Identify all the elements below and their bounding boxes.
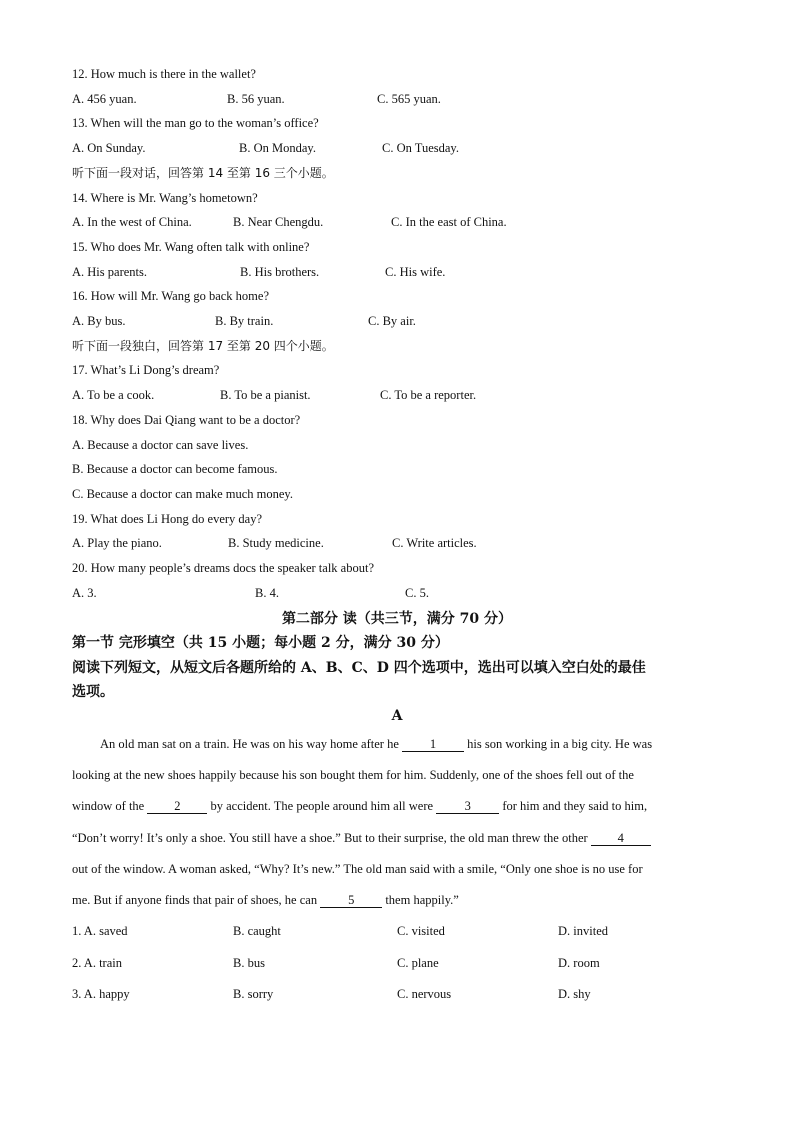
question-20: 20. How many people’s dreams docs the speaker talk about? — [72, 561, 374, 575]
part-two-heading: 第二部分 读（共三节，满分 70 分） — [281, 611, 513, 627]
option-c: C. In the east of China. — [391, 215, 507, 229]
option-b: B. Near Chengdu. — [233, 215, 324, 229]
passage-text: by accident. The people around him all were — [207, 799, 437, 813]
option-a: A. 3. — [72, 586, 97, 600]
option-a: 2. A. train — [72, 956, 122, 970]
question-16: 16. How will Mr. Wang go back home? — [72, 289, 269, 303]
question-19: 19. What does Li Hong do every day? — [72, 512, 262, 526]
passage-line-4 — [72, 830, 722, 846]
listening-instruction-2: 听下面一段独白，回答第 17 至第 20 四个小题。 — [72, 339, 334, 353]
option-c: C. His wife. — [385, 265, 446, 279]
directions-line-1: 阅读下列短文，从短文后各题所给的 A、B、C、D 四个选项中，选出可以填入空白处的最佳 — [72, 660, 646, 676]
passage-label: A — [391, 708, 403, 724]
passage-line-5: out of the window. A woman asked, “Why? It’s new.” The old man said with a smile, “Only one shoe is no use for — [72, 862, 643, 876]
question-15: 15. Who does Mr. Wang often talk with online? — [72, 240, 310, 254]
question-14: 14. Where is Mr. Wang’s hometown? — [72, 191, 258, 205]
passage-text: “Don’t worry! It’s only a shoe. You still have a shoe.” But to their surprise, the old man threw the other — [72, 831, 591, 845]
option-b: B. His brothers. — [240, 265, 320, 279]
option-a: A. His parents. — [72, 265, 147, 279]
passage-text: for him and they said to him, — [499, 799, 648, 813]
passage-line-1 — [72, 736, 722, 752]
passage-text: me. But if anyone finds that pair of shoes, he can — [72, 893, 321, 907]
option-b: B. By train. — [215, 314, 274, 328]
passage-text: An old man sat on a train. He was on his way home after he — [100, 737, 403, 751]
option-a: A. 456 yuan. — [72, 92, 137, 106]
option-d: D. shy — [558, 987, 591, 1001]
question-12: 12. How much is there in the wallet? — [72, 67, 256, 81]
option-b: B. To be a pianist. — [220, 388, 311, 402]
blank-3: 3 — [436, 799, 499, 814]
question-18: 18. Why does Dai Qiang want to be a doctor? — [72, 413, 301, 427]
question-18-option-c: C. Because a doctor can make much money. — [72, 487, 293, 501]
directions-line-2: 选项。 — [72, 684, 114, 700]
question-18-option-a: A. Because a doctor can save lives. — [72, 438, 249, 452]
option-b: B. 56 yuan. — [227, 92, 285, 106]
option-b: B. Study medicine. — [228, 536, 324, 550]
passage-text: them happily.” — [382, 893, 459, 907]
option-c: C. nervous — [397, 987, 452, 1001]
passage-text: his son working in a big city. He was — [464, 737, 653, 751]
option-a: A. To be a cook. — [72, 388, 155, 402]
option-d: D. invited — [558, 924, 608, 938]
question-13: 13. When will the man go to the woman’s office? — [72, 116, 319, 130]
option-c: C. 5. — [405, 586, 429, 600]
option-a: A. On Sunday. — [72, 141, 146, 155]
option-c: C. visited — [397, 924, 445, 938]
option-b: B. 4. — [255, 586, 279, 600]
option-c: C. plane — [397, 956, 439, 970]
passage-line-6 — [72, 892, 722, 908]
option-c: C. By air. — [368, 314, 416, 328]
section-one-heading: 第一节 完形填空（共 15 小题；每小题 2 分，满分 30 分） — [72, 635, 449, 651]
option-b: B. On Monday. — [239, 141, 316, 155]
option-b: B. sorry — [233, 987, 274, 1001]
blank-5: 5 — [320, 893, 382, 908]
blank-2: 2 — [147, 799, 207, 814]
passage-line-2: looking at the new shoes happily because his son bought them for him. Suddenly, one of the shoes fell out of the — [72, 768, 634, 782]
option-a: 1. A. saved — [72, 924, 128, 938]
option-c: C. 565 yuan. — [377, 92, 441, 106]
option-b: B. bus — [233, 956, 265, 970]
question-18-option-b: B. Because a doctor can become famous. — [72, 462, 278, 476]
blank-1: 1 — [402, 737, 464, 752]
option-c: C. To be a reporter. — [380, 388, 477, 402]
passage-text: window of the — [72, 799, 148, 813]
option-a: A. By bus. — [72, 314, 126, 328]
option-c: C. Write articles. — [392, 536, 477, 550]
passage-line-3 — [72, 798, 722, 814]
option-a: A. In the west of China. — [72, 215, 192, 229]
option-a: 3. A. happy — [72, 987, 130, 1001]
option-a: A. Play the piano. — [72, 536, 162, 550]
option-c: C. On Tuesday. — [382, 141, 459, 155]
question-17: 17. What’s Li Dong’s dream? — [72, 363, 220, 377]
listening-instruction-1: 听下面一段对话，回答第 14 至第 16 三个小题。 — [72, 166, 334, 180]
option-d: D. room — [558, 956, 600, 970]
blank-4: 4 — [591, 831, 651, 846]
option-b: B. caught — [233, 924, 281, 938]
